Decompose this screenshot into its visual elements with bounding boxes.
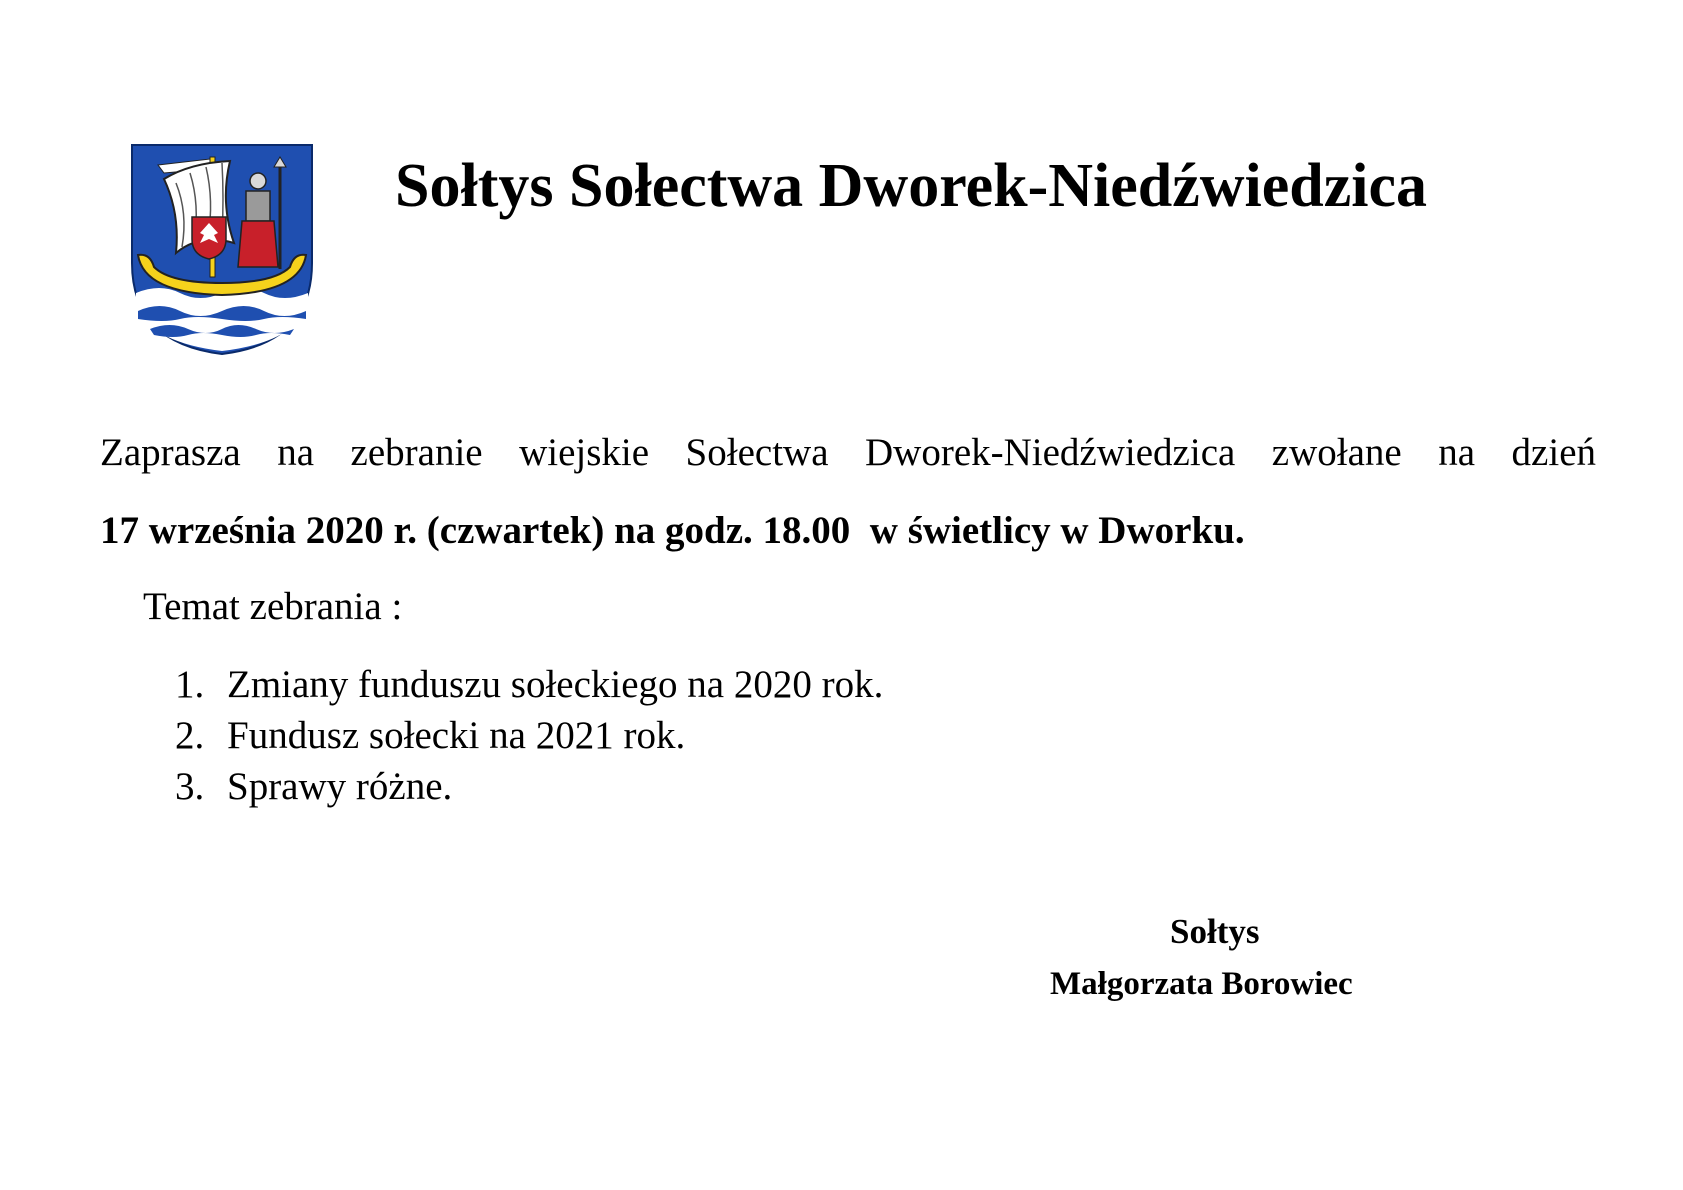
agenda-item-text: Sprawy różne. xyxy=(227,765,453,808)
agenda-list xyxy=(175,659,883,812)
agenda-item-number: 1. xyxy=(175,663,205,706)
agenda-item xyxy=(175,710,883,761)
signature-name: Małgorzata Borowiec xyxy=(1050,966,1353,1002)
invitation-intro: Zaprasza na zebranie wiejskie Sołectwa Dworek-Niedźwiedzica zwołane na dzień xyxy=(100,431,1596,474)
agenda-item-text: Fundusz sołecki na 2021 rok. xyxy=(227,714,686,757)
agenda-label: Temat zebrania : xyxy=(143,585,403,628)
meeting-date-place: 17 września 2020 r. (czwartek) na godz. 18.00 w świetlicy w Dworku. xyxy=(100,509,1245,552)
agenda-item-text: Zmiany funduszu sołeckiego na 2020 rok. xyxy=(227,663,884,706)
coat-of-arms-emblem xyxy=(130,143,314,356)
agenda-item xyxy=(175,659,883,710)
agenda-item xyxy=(175,761,883,812)
signature-role: Sołtys xyxy=(1170,912,1260,951)
agenda-item-number: 3. xyxy=(175,765,205,808)
page-title: Sołtys Sołectwa Dworek-Niedźwiedzica xyxy=(395,152,1428,220)
agenda-item-number: 2. xyxy=(175,714,205,757)
